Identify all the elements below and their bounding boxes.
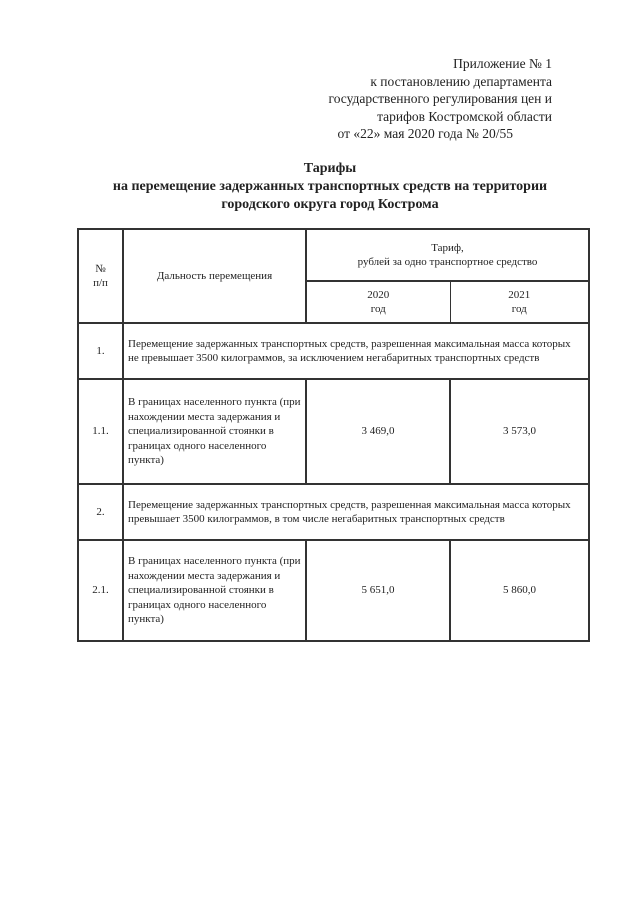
table-row [78,379,589,484]
header-year-value: 2020 [367,288,390,301]
row-category: Перемещение задержанных транспортных средств, разрешенная максимальная масса которых превышает 3500 килограммов, в том числе негабаритных транспортных средств [123,484,589,540]
title-heading: Тарифы [303,161,357,176]
document-title [60,160,600,214]
row-description: В границах населенного пункта (при нахождении места задержания и специализированной стоянки в границах одного населенного пункта) [123,379,306,484]
row-number: 2. [78,484,123,540]
table-row [78,484,589,540]
table-header-row [78,229,589,281]
header-number-label: п/п [93,277,108,289]
tariff-2020: 5 651,0 [306,540,450,641]
header-tariff [306,229,589,281]
tariff-2021: 3 573,0 [450,379,589,484]
appendix-line: к постановлению департамента [370,73,552,89]
appendix-line: государственного регулирования цен и [328,91,552,106]
header-year-2021 [450,281,589,323]
appendix-date-number: от «22» мая 2020 года № 20/55 [337,126,513,141]
header-number-symbol: № [95,262,106,275]
row-number: 1.1. [78,379,123,484]
header-year-label: год [511,303,527,315]
header-number [78,229,123,323]
table-row [78,540,589,641]
header-distance: Дальность перемещения [123,229,306,323]
header-year-label: год [370,303,386,315]
header-tariff-title: Тариф, [431,241,464,254]
header-year-2020 [306,281,450,323]
header-tariff-unit: рублей за одно транспортное средство [357,256,538,268]
header-year-value: 2021 [508,288,531,301]
tariff-2021: 5 860,0 [450,540,589,641]
row-category: Перемещение задержанных транспортных средств, разрешенная максимальная масса которых не превышает 3500 килограммов, за исключением негабаритных транспортных средств [123,323,589,379]
tariff-2020: 3 469,0 [306,379,450,484]
row-description: В границах населенного пункта (при нахождении места задержания и специализированной стоянки в границах одного населенного пункта) [123,540,306,641]
row-number: 2.1. [78,540,123,641]
appendix-title: Приложение № 1 [453,56,552,71]
appendix-line: тарифов Костромской области [377,108,552,124]
table-row [78,323,589,379]
row-number: 1. [78,323,123,379]
title-subheading: городского округа город Кострома [221,197,439,212]
appendix-header [329,55,552,143]
title-subheading: на перемещение задержанных транспортных средств на территории [112,179,548,194]
tariffs-table [77,228,590,642]
